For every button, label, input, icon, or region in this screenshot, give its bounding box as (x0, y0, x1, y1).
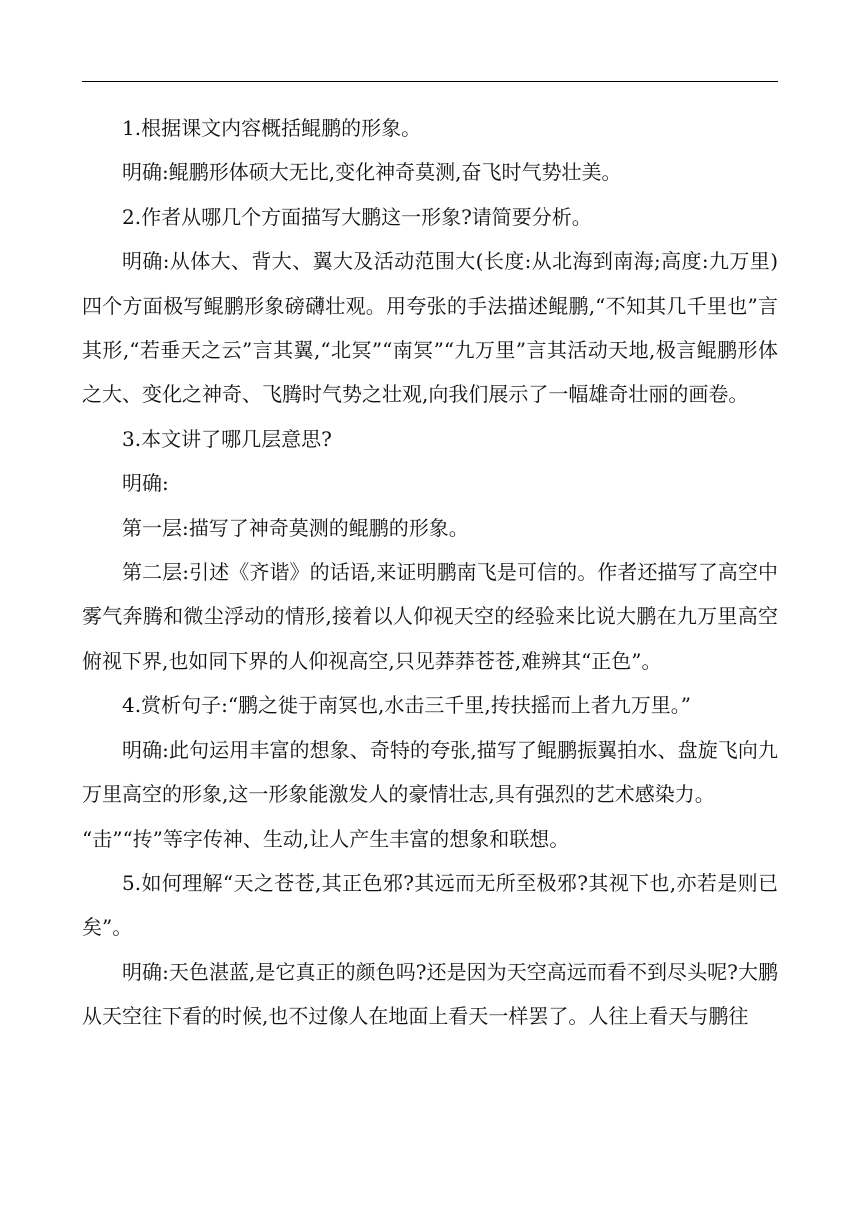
question-1: 1.根据课文内容概括鲲鹏的形象。 (122, 116, 422, 140)
question-5: 5.如何理解“天之苍苍,其正色邪?其远而无所至极邪?其视下也,亦若是则已矣”。 (82, 870, 778, 940)
answer-2: 明确:从体大、背大、翼大及活动范围大(长度:从北海到南海;高度:九万里)四个方面极写鲲鹏形象磅礴壮观。用夸张的手法描述鲲鹏,“不知其几千里也”言其形,“若垂天之云”言其翼,“北冥”“南冥”“九万里”言其活动天地,极言鲲鹏形体之大、变化之神奇、飞腾时气势之壮观,向我们展示了一幅雄奇壮丽的画卷。 (82, 249, 778, 407)
question-4: 4.赏析句子:“鹏之徙于南冥也,水击三千里,抟扶摇而上者九万里。” (122, 693, 691, 718)
header-rule (82, 81, 778, 82)
answer-1: 明确:鲲鹏形体硕大无比,变化神奇莫测,奋飞时气势壮美。 (122, 160, 622, 185)
answer-4-continued: “击”“抟”等字传神、生动,让人产生丰富的想象和联想。 (82, 826, 570, 851)
question-2: 2.作者从哪几个方面描写大鹏这一形象?请简要分析。 (122, 204, 592, 229)
document-body (82, 106, 778, 1039)
answer-3-layer-1: 第一层:描写了神奇莫测的鲲鹏的形象。 (122, 515, 469, 540)
answer-3-layer-2: 第二层:引述《齐谐》的话语,来证明鹏南飞是可信的。作者还描写了高空中雾气奔腾和微尘浮动的情形,接着以人仰视天空的经验来比说大鹏在九万里高空俯视下界,也如同下界的人仰视高空,只见莽莽苍苍,难辨其“正色”。 (82, 560, 778, 673)
answer-4: 明确:此句运用丰富的想象、奇特的夸张,描写了鲲鹏振翼拍水、盘旋飞向九万里高空的形象,这一形象能激发人的豪情壮志,具有强烈的艺术感染力。 (82, 737, 778, 807)
question-3: 3.本文讲了哪几层意思? (122, 426, 332, 451)
answer-5: 明确:天色湛蓝,是它真正的颜色吗?还是因为天空高远而看不到尽头呢?大鹏从天空往下看的时候,也不过像人在地面上看天一样罢了。人往上看天与鹏往 (82, 959, 778, 1029)
answer-3-label: 明确: (122, 471, 169, 496)
